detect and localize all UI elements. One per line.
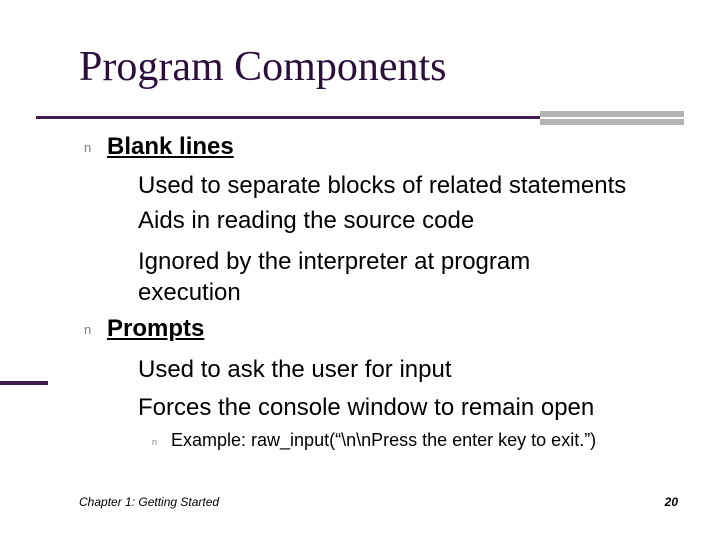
sub-item: Aids in reading the source code — [138, 207, 475, 234]
sub-item: execution — [138, 279, 241, 306]
bullet-heading-prompts: Prompts — [107, 315, 205, 342]
sub-item: Used to ask the user for input — [138, 356, 452, 383]
bullet-heading-blank-lines: Blank lines — [107, 133, 234, 160]
footer-page-number: 20 — [664, 495, 678, 509]
left-accent-bar — [0, 381, 48, 385]
square-bullet-icon: n — [84, 140, 92, 155]
title-rule-accent-bottom — [540, 119, 684, 125]
slide-title: Program Components — [79, 44, 447, 90]
footer-chapter: Chapter 1: Getting Started — [79, 495, 220, 509]
small-square-bullet-icon: n — [152, 437, 158, 447]
sub-item: Ignored by the interpreter at program — [138, 248, 531, 275]
title-rule — [36, 116, 540, 119]
example-text: Example: raw_input(“\n\nPress the enter key to exit.”) — [171, 430, 597, 450]
sub-item: Used to separate blocks of related statements — [138, 172, 627, 199]
title-rule-accent-top — [540, 111, 684, 117]
sub-item: Forces the console window to remain open — [138, 394, 595, 421]
square-bullet-icon: n — [84, 322, 92, 337]
